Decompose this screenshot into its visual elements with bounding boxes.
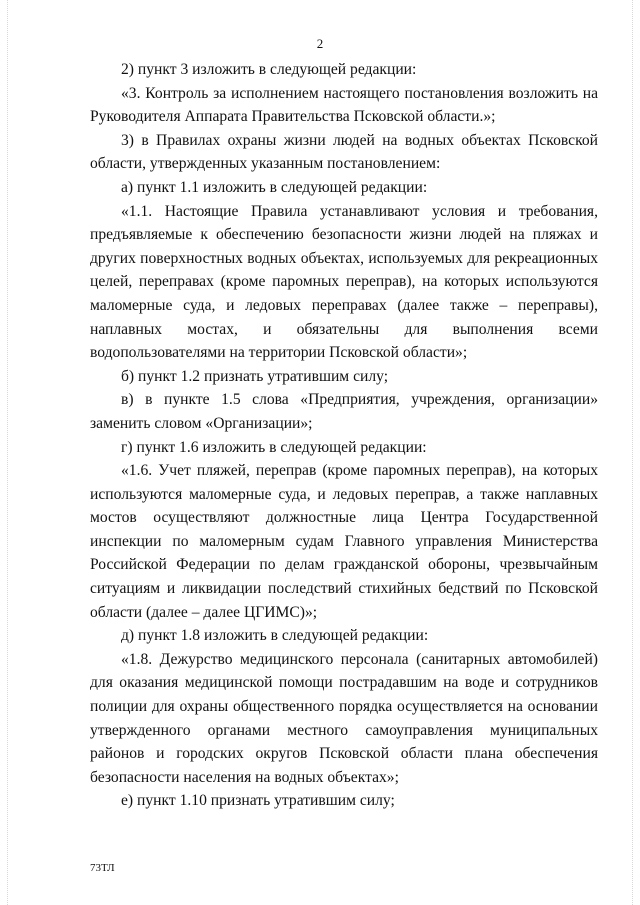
paragraph: 2) пункт 3 изложить в следующей редакции: [121, 61, 417, 78]
paragraph: б) пункт 1.2 признать утратившим силу; [121, 367, 389, 385]
document-body [90, 58, 598, 813]
paragraph: «3. Контроль за исполнением настоящего постановления возложить на Руководителя Аппарата Правительства Псковской области.»; [90, 84, 598, 126]
footer-code: 73ТЛ [90, 862, 115, 874]
paragraph: г) пункт 1.6 изложить в следующей редакции: [121, 438, 427, 456]
left-margin-dots [7, 0, 9, 905]
paragraph: е) пункт 1.10 признать утратившим силу; [121, 792, 395, 810]
paragraph: д) пункт 1.8 изложить в следующей редакции: [121, 627, 429, 645]
paragraph: а) пункт 1.1 изложить в следующей редакции: [121, 178, 428, 196]
paragraph: «1.1. Настоящие Правила устанавливают условия и требования, предъявляемые к обеспечению безопасности жизни людей на пляжах и других поверхностных водных объектах, используемых для рекреационных целей, переправах (кроме паромных переправ), на которых используются маломерные суда, и ледовых переправах (далее также – переправы), наплавных мостах, и обязательны для выполнения всеми водопользователями на территории Псковской области»; [90, 202, 598, 362]
paragraph: в) в пункте 1.5 слова «Предприятия, учреждения, организации» заменить словом «Организации»; [90, 391, 598, 432]
paragraph: «1.8. Дежурство медицинского персонала (санитарных автомобилей) для оказания медицинской помощи пострадавшим на воде и сотрудников полиции для охраны общественного порядка осуществляется на основании утвержденного органами местного самоуправления муниципальных районов и городских округов Псковской области плана обеспечения безопасности населения на водных объектах»; [90, 650, 598, 786]
paragraph: 3) в Правилах охраны жизни людей на водных объектах Псковской области, утвержденных указанным постановлением: [90, 131, 598, 173]
right-margin-dots [632, 0, 634, 905]
page-number: 2 [316, 36, 324, 51]
paragraph: «1.6. Учет пляжей, переправ (кроме паромных переправ), на которых используются маломерные суда, и ледовых переправ, а также наплавных мостов осуществляют должностные лица Центра Государственной инспекции по маломерным судам Главного управления Министерства Российской Федерации по делам гражданской обороны, чрезвычайным ситуациям и ликвидации последствий стихийных бедствий по Псковской области (далее – далее ЦГИМС)»; [90, 462, 598, 621]
